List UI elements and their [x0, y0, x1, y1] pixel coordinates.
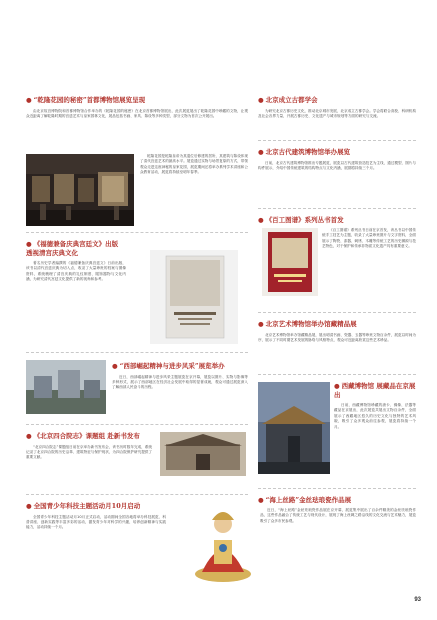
- article-title: ● 北京古代建筑博物馆举办展览: [258, 148, 351, 156]
- article-qianlong-garden: [26, 96, 248, 119]
- article-title: ● 《北京四合院志》课题组 赴新书发布: [26, 432, 140, 440]
- article-tibet-museum: [334, 382, 416, 430]
- divider: [258, 208, 416, 209]
- article-art-museum-collection: [258, 320, 416, 343]
- divider: [258, 488, 416, 489]
- article-body: 近日，“海上丝路”金丝珐琅瓷作品展在京开幕，展览集中展出了百余件精美的金丝珐琅瓷作品，这些作品融合了传统工艺与现代设计，展现了海上丝绸之路沿线的文化交流与艺术魅力，展览吸引了众多市民参观。: [260, 508, 416, 523]
- article-qianlong-garden-cont: [140, 154, 248, 176]
- article-ancient-capital-society: [258, 96, 416, 119]
- bullet-icon: ●: [258, 320, 264, 328]
- article-title: ● 全国青少年科技主题活动月10月启动: [26, 502, 141, 510]
- article-title: ● 《百工图谱》系列丛书首发: [258, 216, 344, 224]
- divider: [258, 312, 416, 313]
- article-title: ● 西藏博物馆 展藏品在京展出: [334, 382, 416, 399]
- divider: [258, 140, 416, 141]
- article-body: “北京四合院志”课题组日前在京举办新书发布会，该书历时数年完成，系统记录了北京四合院的历史沿革、建筑特征与保护现状，为四合院保护研究提供了重要文献。: [26, 444, 152, 460]
- article-craft-atlas: [258, 216, 416, 229]
- article-maritime-silk-road-body: [260, 508, 416, 524]
- exhibition-hall-photo: [26, 154, 134, 226]
- article-siheyuan-book: [26, 432, 152, 461]
- book-cover-photo: [150, 250, 238, 344]
- bullet-icon: ●: [258, 216, 264, 224]
- siheyuan-photo: [160, 432, 246, 476]
- article-body: 北京艺术博物馆举办馆藏精品展，展出明清书画、瓷器、玉器等珍贵文物百余件，展览以时间为序，展示了不同时期艺术发展的脉络与风格特点，观众可近距离欣赏这些艺术珍品。: [258, 332, 416, 342]
- bullet-icon: ●: [258, 496, 264, 504]
- article-ancient-architecture-museum: [258, 148, 416, 171]
- article-body: 由北京故宫博物院和首都博物馆合作举办的《乾隆花园的秘密》在北京首都博物馆展出，此次展览展出了乾隆花园中珍藏的文物，让观众近距离了解乾隆时期的宫廷艺术与皇家园林文化，展品包括书画、家具、陈设等多种类型，部分文物为首次公开展出。: [26, 108, 248, 118]
- article-west-development: [112, 362, 248, 391]
- bullet-icon: ●: [26, 432, 32, 440]
- tibet-temple-photo: [258, 382, 330, 474]
- bullet-icon: ●: [26, 502, 32, 510]
- article-title: ● 北京艺术博物馆举办馆藏精品展: [258, 320, 357, 328]
- divider: [26, 424, 248, 425]
- article-title: ● “西部崛起精神与进步风采”展览举办: [112, 362, 225, 370]
- bullet-icon: ●: [258, 96, 264, 104]
- bullet-icon: ●: [26, 240, 32, 248]
- buddha-figure-photo: [190, 500, 256, 584]
- bullet-icon: ●: [26, 96, 32, 104]
- article-palace-ceremony-book: [26, 240, 126, 283]
- bullet-icon: ●: [334, 382, 340, 390]
- west-development-photo: [26, 360, 106, 414]
- article-craft-atlas-body: [322, 228, 416, 250]
- article-maritime-silk-road: [258, 496, 416, 509]
- article-body: 全国青少年科技主题活动月10月正式启动，活动期间全国各地将举办科技展览、科普讲座、创新实践等丰富多彩的活动，激发青少年对科学的兴趣，培养创新精神与实践能力，活动持续一个月。: [26, 514, 166, 530]
- article-youth-science-month: [26, 502, 166, 531]
- bullet-icon: ●: [258, 148, 264, 156]
- page-number: 93: [414, 597, 421, 603]
- article-body: 《百工图谱》系列丛书日前在京首发，该丛书以中国传统手工技艺为主题，收录了大量珍贵图片与文字资料，全面展示了陶瓷、漆器、刺绣、木雕等传统工艺的历史渊源与技艺特色，对于保护和传承非物质文化遗产具有重要意义。: [322, 228, 416, 249]
- article-title: ● 《福德兼备庆典宫廷文》出版 透视清宫庆典文化: [26, 240, 119, 257]
- article-body: 著名历史学者编撰的《福德兼备庆典宫廷文》日前出版，该书以清代宫廷庆典为切入点，收录了大量珍贵的档案与图像资料，系统梳理了清宫庆典的礼仪制度、服饰器物与文化内涵，为研究清代宫廷文化提供了新的视角和参考。: [26, 261, 126, 282]
- article-body: 乾隆花园是乾隆皇帝为其退位后修建的居所，其建筑与陈设体现了清代宫廷艺术的最高水平。展览通过实物与场景复原的方式，带领观众走进这座神秘的皇家花园，展览期间还将举办系列学术讲座和公众教育活动，展览将持续至明年春季。: [140, 154, 248, 175]
- divider: [26, 352, 248, 353]
- article-title: ● “海上丝路”金丝珐琅瓷作品展: [258, 496, 352, 504]
- divider: [26, 494, 248, 495]
- craft-book-photo: [262, 228, 318, 296]
- article-title: ● “乾隆花园的秘密”首都博物馆展览呈现: [26, 96, 146, 104]
- divider: [258, 374, 416, 375]
- article-body: 为研究北京古都历史文化，推动北京城市发展，北京成立古都学会。学会将联合高校、科研机构及社会各界力量，开展古都历史、文化遗产与城市规划等方面的研究与交流。: [258, 108, 416, 118]
- bullet-icon: ●: [112, 362, 118, 370]
- article-body: 日前，北京古代建筑博物馆推出专题展览，展览以古代建筑营造技艺为主线，通过模型、图片与构件展示，介绍中国传统建筑的结构特点与文化内涵，展期将持续三个月。: [258, 160, 416, 170]
- article-title: ● 北京成立古都学会: [258, 96, 318, 104]
- article-body: 日前，西藏博物馆珍藏的唐卡、佛像、法器等藏品在京展出，此次展览共展出文物百余件，全面展示了西藏地区悠久的历史文化与独特的艺术风貌，吸引了众多观众前往参观，展览将持续一个月。: [334, 403, 416, 429]
- divider: [26, 232, 248, 233]
- article-body: 近日，西部崛起精神与进步风采主题展览在京开幕，展览以图片、实物与影像等多种形式，展示了西部地区在经济社会发展中取得的显著成就，观众可通过展览深入了解西部人民奋斗的历程。: [112, 374, 248, 390]
